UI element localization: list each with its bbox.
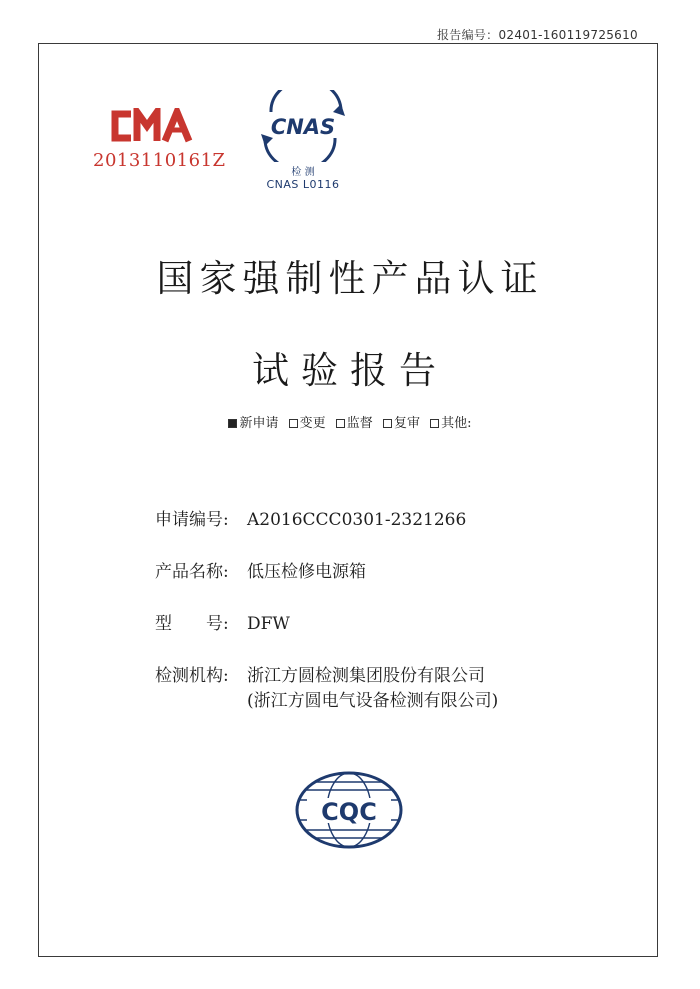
cnas-mark-icon [253,90,353,162]
model-field [155,609,290,634]
page-subtitle: 试验报告 [252,349,448,392]
cqc-globe-icon [293,770,405,850]
option-supervision [336,416,373,431]
unchecked-box-icon [336,419,345,428]
testing-organization-alt-name: (浙江方圆电气设备检测有限公司) [247,691,499,711]
report-number: 报告编号：02401-160119725610 [436,28,638,42]
option-label: 新申请 [239,416,279,431]
cnas-logo [253,90,353,191]
option-label: 其他: [441,416,472,431]
page-title: 国家强制性产品认证 [156,257,544,300]
application-number-field [155,505,466,530]
option-label: 监督 [346,416,373,431]
cqc-logo [293,770,405,854]
cnas-text: CNAS [270,115,336,139]
cqc-text: CQC [321,798,377,826]
field-label: 申请编号: [155,510,229,530]
cnas-subtitle: 检 测 [291,167,315,178]
application-type-options [0,412,700,431]
product-name-field [155,557,366,582]
unchecked-box-icon [383,419,392,428]
field-value: DFW [247,614,290,634]
field-label: 产品名称: [155,562,229,582]
field-value: A2016CCC0301-2321266 [247,510,467,530]
option-review [383,416,420,431]
field-value: 低压检修电源箱 [247,562,366,582]
cma-code: 2013110161Z [93,150,226,171]
cma-logo [93,108,226,171]
unchecked-box-icon [289,419,298,428]
option-new-application [228,416,278,431]
option-change [289,416,326,431]
field-value: 浙江方圆检测集团股份有限公司 [247,666,485,686]
cma-mark-icon [107,108,199,144]
unchecked-box-icon [430,419,439,428]
option-other [430,416,471,431]
cnas-code: CNAS L0116 [266,178,340,191]
checked-box-icon [228,419,237,428]
field-label: 型 号: [155,614,229,634]
field-label: 检测机构: [155,666,229,686]
testing-organization-field [155,661,485,686]
option-label: 变更 [299,416,326,431]
option-label: 复审 [393,416,420,431]
